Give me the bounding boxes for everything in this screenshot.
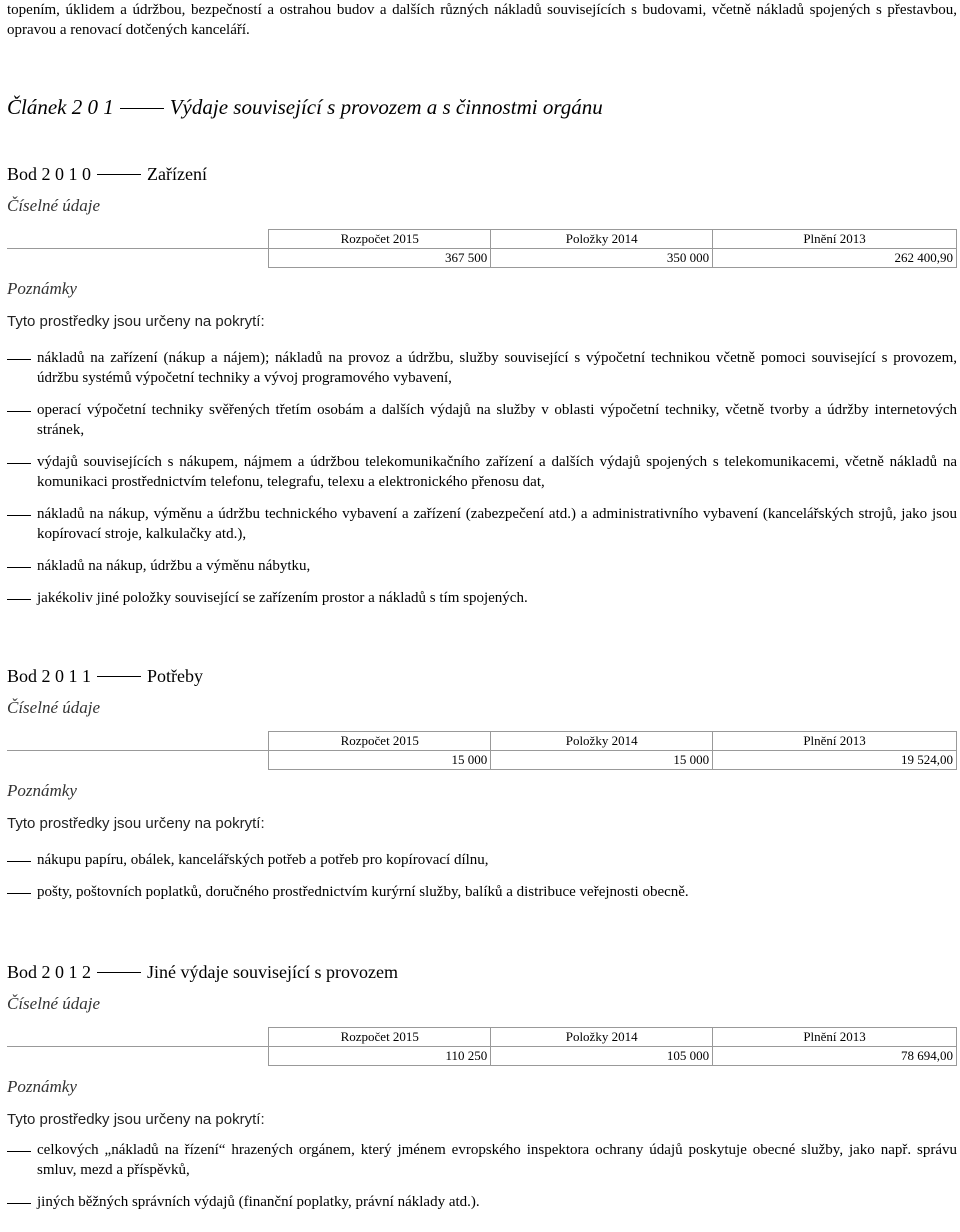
value-items-2014: 105 000 xyxy=(491,1047,713,1066)
value-items-2014: 15 000 xyxy=(491,751,713,770)
section-code: Bod 2 0 1 1 xyxy=(7,666,92,686)
value-budget-2015: 110 250 xyxy=(269,1047,491,1066)
list-item: nákladů na nákup, údržbu a výměnu nábytku, xyxy=(7,556,957,576)
document-page xyxy=(7,0,957,1210)
items-list xyxy=(7,850,957,902)
list-item: pošty, poštovních poplatků, doručného prostřednictvím kurýrní služby, balíků a distribuce veřejnosti obecně. xyxy=(7,882,957,902)
budget-table xyxy=(7,229,957,268)
list-item: nákupu papíru, obálek, kancelářských potřeb a potřeb pro kopírovací dílnu, xyxy=(7,850,957,870)
section-bod-2012 xyxy=(7,961,957,1212)
article-title: Výdaje související s provozem a s činnostmi orgánu xyxy=(169,95,603,119)
numeric-data-label: Číselné údaje xyxy=(7,994,101,1013)
col-header-budget-2015: Rozpočet 2015 xyxy=(269,732,491,751)
notes-label: Poznámky xyxy=(7,781,77,800)
heading-dash xyxy=(97,676,141,677)
list-item: celkových „nákladů na řízení“ hrazených orgánem, který jménem evropského inspektora ochrany údajů poskytuje obecné služby, jako např. správu smluv, mezd a příspěvků, xyxy=(7,1140,957,1180)
cover-intro: Tyto prostředky jsou určeny na pokrytí: xyxy=(7,313,265,330)
section-heading xyxy=(7,665,957,687)
value-budget-2015: 367 500 xyxy=(269,249,491,268)
notes-label: Poznámky xyxy=(7,1077,77,1096)
section-title: Zařízení xyxy=(147,164,207,184)
notes-label: Poznámky xyxy=(7,279,77,298)
intro-paragraph: topením, úklidem a údržbou, bezpečností a ostrahou budov a dalších různých nákladů souvisejících s budovami, včetně nákladů spojených s přestavbou, opravou a renovací dotčených kanceláří. xyxy=(7,2,957,38)
section-title: Jiné výdaje související s provozem xyxy=(147,962,398,982)
heading-dash xyxy=(120,108,164,109)
section-bod-2011 xyxy=(7,665,957,902)
items-list xyxy=(7,348,957,608)
col-header-budget-2015: Rozpočet 2015 xyxy=(269,1028,491,1047)
budget-table xyxy=(7,1027,957,1066)
list-item: výdajů souvisejících s nákupem, nájmem a údržbou telekomunikačního zařízení a dalších výdajů spojených s telekomunikacemi, včetně nákladů na komunikaci prostřednictvím telefonu, telegrafu, telexu a elektronického přenosu dat, xyxy=(7,452,957,492)
section-code: Bod 2 0 1 0 xyxy=(7,164,92,184)
article-number: Článek 2 0 1 xyxy=(7,95,114,119)
section-bod-2010 xyxy=(7,163,957,608)
value-execution-2013: 19 524,00 xyxy=(713,751,957,770)
budget-table xyxy=(7,731,957,770)
col-header-items-2014: Položky 2014 xyxy=(491,1028,713,1047)
col-header-items-2014: Položky 2014 xyxy=(491,230,713,249)
col-header-items-2014: Položky 2014 xyxy=(491,732,713,751)
section-title: Potřeby xyxy=(147,666,204,686)
numeric-data-label: Číselné údaje xyxy=(7,196,101,215)
value-items-2014: 350 000 xyxy=(491,249,713,268)
list-item: jakékoliv jiné položky související se zařízením prostor a nákladů s tím spojených. xyxy=(7,588,957,608)
section-heading xyxy=(7,961,957,983)
cover-intro: Tyto prostředky jsou určeny na pokrytí: xyxy=(7,815,265,832)
col-header-execution-2013: Plnění 2013 xyxy=(713,732,957,751)
numeric-data-label: Číselné údaje xyxy=(7,698,101,717)
value-execution-2013: 78 694,00 xyxy=(713,1047,957,1066)
col-header-execution-2013: Plnění 2013 xyxy=(713,1028,957,1047)
items-list xyxy=(7,1140,957,1212)
col-header-execution-2013: Plnění 2013 xyxy=(713,230,957,249)
section-code: Bod 2 0 1 2 xyxy=(7,962,92,982)
article-heading xyxy=(7,94,957,120)
heading-dash xyxy=(97,174,141,175)
list-item: nákladů na nákup, výměnu a údržbu technického vybavení a zařízení (zabezpečení atd.) a administrativního vybavení (kancelářských strojů, jako jsou kopírovací stroje, kalkulačky atd.), xyxy=(7,504,957,544)
value-budget-2015: 15 000 xyxy=(269,751,491,770)
col-header-budget-2015: Rozpočet 2015 xyxy=(269,230,491,249)
list-item: jiných běžných správních výdajů (finanční poplatky, právní náklady atd.). xyxy=(7,1192,957,1212)
section-heading xyxy=(7,163,957,185)
list-item: operací výpočetní techniky svěřených třetím osobám a dalších výdajů na služby v oblasti výpočetní techniky, včetně tvorby a údržby internetových stránek, xyxy=(7,400,957,440)
list-item: nákladů na zařízení (nákup a nájem); nákladů na provoz a údržbu, služby související s výpočetní technikou včetně pomoci související s provozem, údržbu systémů výpočetní techniky a vývoj programového vybavení, xyxy=(7,348,957,388)
value-execution-2013: 262 400,90 xyxy=(713,249,957,268)
heading-dash xyxy=(97,972,141,973)
cover-intro: Tyto prostředky jsou určeny na pokrytí: xyxy=(7,1111,265,1128)
